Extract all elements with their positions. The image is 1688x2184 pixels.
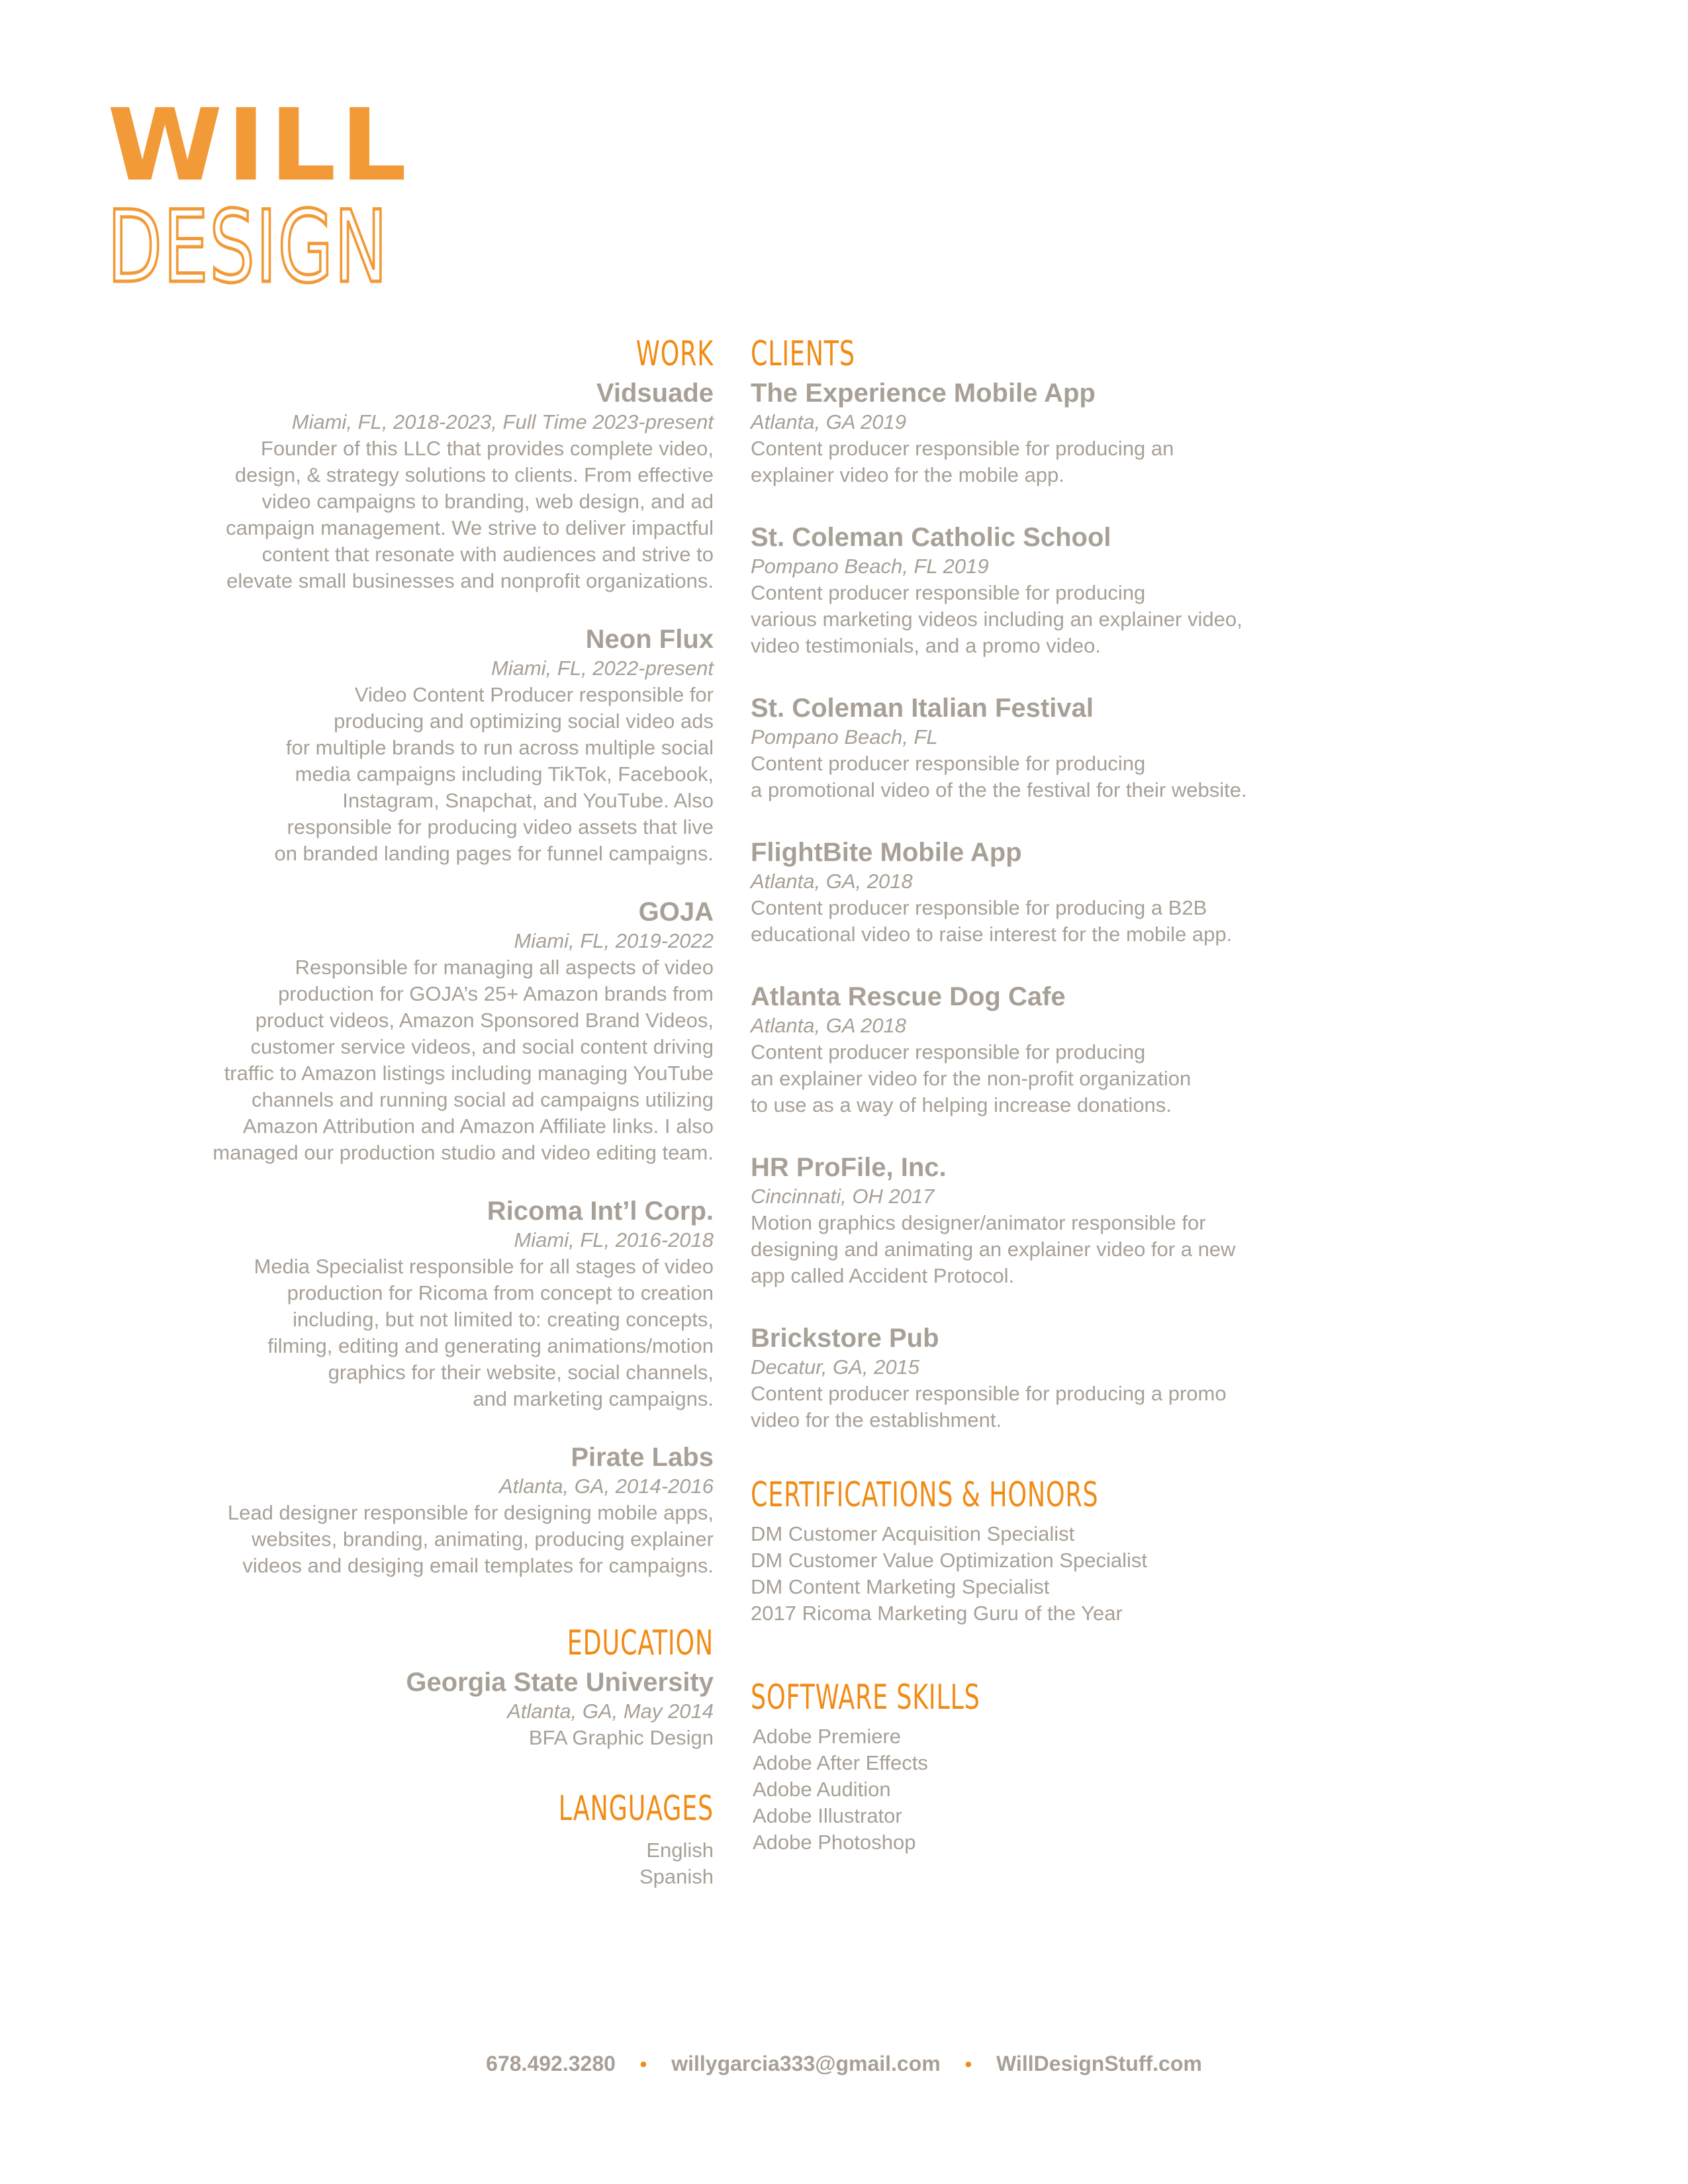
client-meta: Decatur, GA, 2015: [751, 1355, 920, 1379]
work-description: Media Specialist responsible for all stages of video production for Ricoma from concept to creation including, but not limited to: creating concepts, filming, editing and generating animations/motion graphics for their website, social channels, and marketing campaigns.: [254, 1255, 714, 1410]
client-description: Content producer responsible for producing a promotional video of the the festival for their website.: [751, 752, 1247, 801]
software-list: [751, 1723, 1479, 1856]
work-description: Founder of this LLC that provides complete video, design, & strategy solutions to clients. From effective video campaigns to branding, web design, and ad campaign management. We strive to deliver impactful content that resonate with audiences and strive to elevate small businesses and nonprofit organizations.: [226, 437, 714, 592]
language-item: English: [646, 1839, 714, 1862]
separator-dot: •: [964, 2054, 972, 2075]
work-meta: Miami, FL, 2018-2023, Full Time 2023-present: [291, 410, 714, 433]
logo-design: DESIGN: [107, 190, 389, 305]
certification-item: DM Customer Value Optimization Specialist: [751, 1549, 1147, 1572]
work-company: Pirate Labs: [571, 1443, 714, 1472]
client-meta: Pompano Beach, FL 2019: [751, 555, 989, 578]
client-name: HR ProFile, Inc.: [751, 1153, 947, 1182]
education-meta: Atlanta, GA, May 2014: [507, 1700, 714, 1723]
client-description: Motion graphics designer/animator responsible for designing and animating an explainer video for a new app called Accident Protocol.: [751, 1211, 1236, 1287]
client-meta: Pompano Beach, FL: [751, 725, 938, 749]
certifications-section-title: CERTIFICATIONS & HONORS: [751, 1475, 1099, 1515]
client-meta: Atlanta, GA 2019: [751, 410, 906, 433]
website-link[interactable]: WillDesignStuff.com: [996, 2052, 1202, 2075]
work-meta: Atlanta, GA, 2014-2016: [498, 1475, 714, 1498]
work-description: Responsible for managing all aspects of video production for GOJA’s 25+ Amazon brands from product videos, Amazon Sponsored Brand Videos, customer service videos, and social content driving traffic to Amazon listings including managing YouTube channels and running social ad campaigns utilizing Amazon Attribution and Amazon Affiliate links. I also managed our production studio and video editing team.: [212, 956, 714, 1164]
software-item: Adobe Premiere: [753, 1725, 902, 1748]
work-entry: [118, 896, 714, 1166]
client-entry: [751, 1152, 1479, 1289]
client-description: Content producer responsible for producing an explainer video for the mobile app.: [751, 437, 1174, 486]
footer-contact: [0, 2052, 1688, 2076]
work-meta: Miami, FL, 2019-2022: [514, 929, 714, 952]
work-description: Lead designer responsible for designing mobile apps, websites, branding, animating, producing explainer videos and desiging email templates for campaigns.: [227, 1501, 714, 1577]
client-entry: [751, 692, 1479, 803]
client-name: St. Coleman Italian Festival: [751, 694, 1094, 723]
client-entry: [751, 522, 1479, 659]
client-meta: Cincinnati, OH 2017: [751, 1185, 935, 1208]
education-degree: BFA Graphic Design: [528, 1726, 714, 1749]
education-entry: [118, 1666, 714, 1751]
work-meta: Miami, FL, 2022-present: [491, 657, 714, 680]
software-item: Adobe Photoshop: [753, 1831, 916, 1854]
phone-number[interactable]: 678.492.3280: [486, 2052, 616, 2075]
client-entry: [751, 837, 1479, 948]
education-section-title: EDUCATION: [567, 1623, 714, 1663]
clients-section-title: CLIENTS: [751, 334, 855, 374]
language-item: Spanish: [639, 1865, 714, 1888]
client-description: Content producer responsible for producing a promo video for the establishment.: [751, 1382, 1227, 1432]
work-entry: [118, 623, 714, 867]
client-name: St. Coleman Catholic School: [751, 523, 1111, 552]
client-description: Content producer responsible for producing a B2B educational video to raise interest for the mobile app.: [751, 896, 1233, 946]
client-entry: [751, 377, 1479, 488]
client-name: Brickstore Pub: [751, 1324, 939, 1353]
work-company: GOJA: [638, 897, 714, 927]
client-entry: [751, 1322, 1479, 1433]
left-column: [118, 331, 714, 1890]
certification-item: DM Content Marketing Specialist: [751, 1575, 1050, 1598]
software-section-title: SOFTWARE SKILLS: [751, 1678, 980, 1717]
work-company: Neon Flux: [585, 625, 714, 654]
logo-will: WILL: [107, 87, 411, 204]
work-entry: [118, 1441, 714, 1579]
right-column: [751, 331, 1479, 1856]
work-entry: [118, 377, 714, 594]
certifications-list: [751, 1521, 1479, 1627]
client-description: Content producer responsible for producing an explainer video for the non-profit organization to use as a way of helping increase donations.: [751, 1040, 1192, 1116]
client-meta: Atlanta, GA, 2018: [751, 870, 913, 893]
client-name: FlightBite Mobile App: [751, 838, 1022, 867]
software-item: Adobe After Effects: [753, 1751, 928, 1774]
client-description: Content producer responsible for producing various marketing videos including an explainer video, video testimonials, and a promo video.: [751, 581, 1243, 657]
work-section-title: WORK: [635, 334, 714, 374]
languages-section-title: LANGUAGES: [558, 1789, 714, 1829]
certification-item: DM Customer Acquisition Specialist: [751, 1522, 1075, 1545]
work-company: Vidsuade: [596, 379, 714, 408]
separator-dot: •: [639, 2054, 647, 2075]
work-description: Video Content Producer responsible for producing and optimizing social video ads for multiple brands to run across multiple social media campaigns including TikTok, Facebook, Instagram, Snapchat, and YouTube. Also responsible for producing video assets that live on branded landing pages for funnel campaigns.: [274, 683, 714, 865]
work-meta: Miami, FL, 2016-2018: [514, 1228, 714, 1251]
software-item: Adobe Audition: [753, 1778, 891, 1801]
email-link[interactable]: willygarcia333@gmail.com: [671, 2052, 941, 2075]
education-school: Georgia State University: [406, 1668, 714, 1697]
work-company: Ricoma Int’l Corp.: [487, 1197, 714, 1226]
client-meta: Atlanta, GA 2018: [751, 1014, 906, 1037]
work-entry: [118, 1195, 714, 1412]
certification-item: 2017 Ricoma Marketing Guru of the Year: [751, 1602, 1123, 1625]
client-entry: [751, 981, 1479, 1118]
logo: [107, 87, 498, 305]
client-name: Atlanta Rescue Dog Cafe: [751, 982, 1066, 1011]
client-name: The Experience Mobile App: [751, 379, 1096, 408]
software-item: Adobe Illustrator: [753, 1804, 902, 1827]
